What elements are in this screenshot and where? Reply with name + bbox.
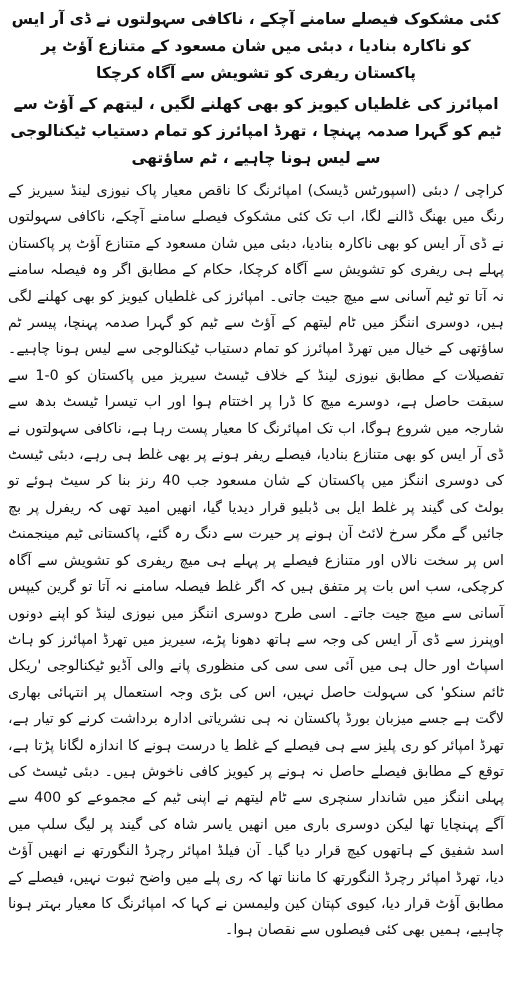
article-subheadline: امپائرز کی غلطیاں کیویز کو بھی کھلنے لگیں ، لیتھم کے آؤٹ سے ٹیم کو گہرا صدمہ پہنچا ، تھرڈ امپائرز کو تمام دستیاب ٹیکنالوجی سے لیس ہونا چاہیے ، ٹم ساؤتھی bbox=[10, 95, 502, 167]
article-headline: کئی مشکوک فیصلے سامنے آچکے ، ناکافی سہولتوں نے ڈی آر ایس کو ناکارہ بنادیا ، دبئی میں شان مسعود کے متنازع آؤٹ پر پاکستان ریفری کو تشویش سے آگاہ کرچکا bbox=[11, 10, 501, 82]
article-body: کراچی / دبئی (اسپورٹس ڈیسک) امپائرنگ کا ناقص معیار پاک نیوزی لینڈ سیریز کے رنگ میں بھنگ ڈالنے لگا، اب تک کئی مشکوک فیصلے سامنے آچکے، ناکافی سہولتوں نے ڈی آر ایس کو بھی ناکارہ بنادیا، دبئی میں شان مسعود کے متنازع آؤٹ پر پاکستان پہلے ہی ریفری کو تشویش سے آگاہ کرچکا، حکام کے مطابق اگر وہ فیصلہ سامنے نہ آتا تو ٹیم آسانی سے میچ جیت جاتی۔ امپائرز کی غلطیاں کیویز کو بھی کھلنے لگی ہیں، دوسری اننگز میں ٹام لیتھم کے آؤٹ سے ٹیم کو گہرا صدمہ پہنچا، پیسر ٹم ساؤتھی کے خیال میں تھرڈ امپائرز کو تمام دستیاب ٹیکنالوجی سے لیس ہونا چاہیے۔ تفصیلات کے مطابق نیوزی لینڈ کے خلاف ٹیسٹ سیریز میں پاکستان کو 0-1 سے سبقت حاصل ہے، دوسرے میچ کا ڈرا پر اختتام ہوا اور اب تیسرا ٹیسٹ بدھ سے شارجہ میں شروع ہوگا، اب تک امپائرنگ کا معیار پست رہا ہے، ناکافی سہولتوں نے ڈی آر ایس کو بھی متنازع بنادیا، فیصلے ریفر ہونے پر بھی غلط ہی رہے، دبئی ٹیسٹ کی دوسری اننگز میں پاکستان کے شان مسعود جب 40 رنز بنا کر سیٹ ہوئے تو بولٹ کی گیند پر غلط ایل بی ڈبلیو قرار دیدیا گیا، انھیں امید تھی کہ ریفرل پر بچ جائیں گے مگر سرخ لائٹ آن ہونے پر حیرت سے دنگ رہ گئے، پاکستانی ٹیم مینجمنٹ اس پر سخت نالاں اور متنازع فیصلے پر پہلے ہی میچ ریفری کو تشویش سے آگاہ کرچکی، سب اس بات پر متفق ہیں کہ اگر غلط فیصلہ سامنے نہ آتا تو گرین کیپس آسانی سے میچ جیت جاتے۔ اسی طرح دوسری اننگز میں نیوزی لینڈ کو اپنے دونوں اوپنرز سے ڈی آر ایس کی وجہ سے ہاتھ دھونا پڑے، سیریز میں تھرڈ امپائرز کو ہاٹ اسپاٹ اور حال ہی میں آئی سی سی کی منظوری پانے والی آڈیو ٹیکنالوجی 'ریکل ٹائم سنکو' کی سہولت حاصل نہیں، اس کی بڑی وجہ استعمال پر انتہائی بھاری لاگت ہے جسے میزبان بورڈ پاکستان نہ ہی نشریاتی ادارہ برداشت کرنے کو تیار ہے، تھرڈ امپائر کو ری پلیز سے ہی فیصلے کے غلط یا درست ہونے کا اندازہ لگانا پڑتا ہے، توقع کے مطابق فیصلے حاصل نہ ہونے پر کیویز کافی ناخوش ہیں۔ دبئی ٹیسٹ کی پہلی اننگز میں شاندار سنچری سے ٹام لیتھم نے اپنی ٹیم کے مجموعے کو 400 سے آگے پہنچایا تھا لیکن دوسری باری میں انھیں یاسر شاہ کی گیند پر لیگ سلپ میں اسد شفیق کے ہاتھوں کیچ قرار دیا گیا۔ آن فیلڈ امپائر رچرڈ النگورتھ نے انھیں آؤٹ دیا، تھرڈ امپائر رچرڈ النگورتھ کا ماننا تھا کہ ری پلے میں واضح ثبوت نہیں، فیصلے کے مطابق آؤٹ قرار دیا، کیوی کپتان کین ولیمسن نے کہا کہ امپائرنگ کا معیار بہتر ہونا چاہیے، ہمیں بھی کئی فیصلوں سے نقصان ہوا۔ bbox=[8, 183, 504, 939]
